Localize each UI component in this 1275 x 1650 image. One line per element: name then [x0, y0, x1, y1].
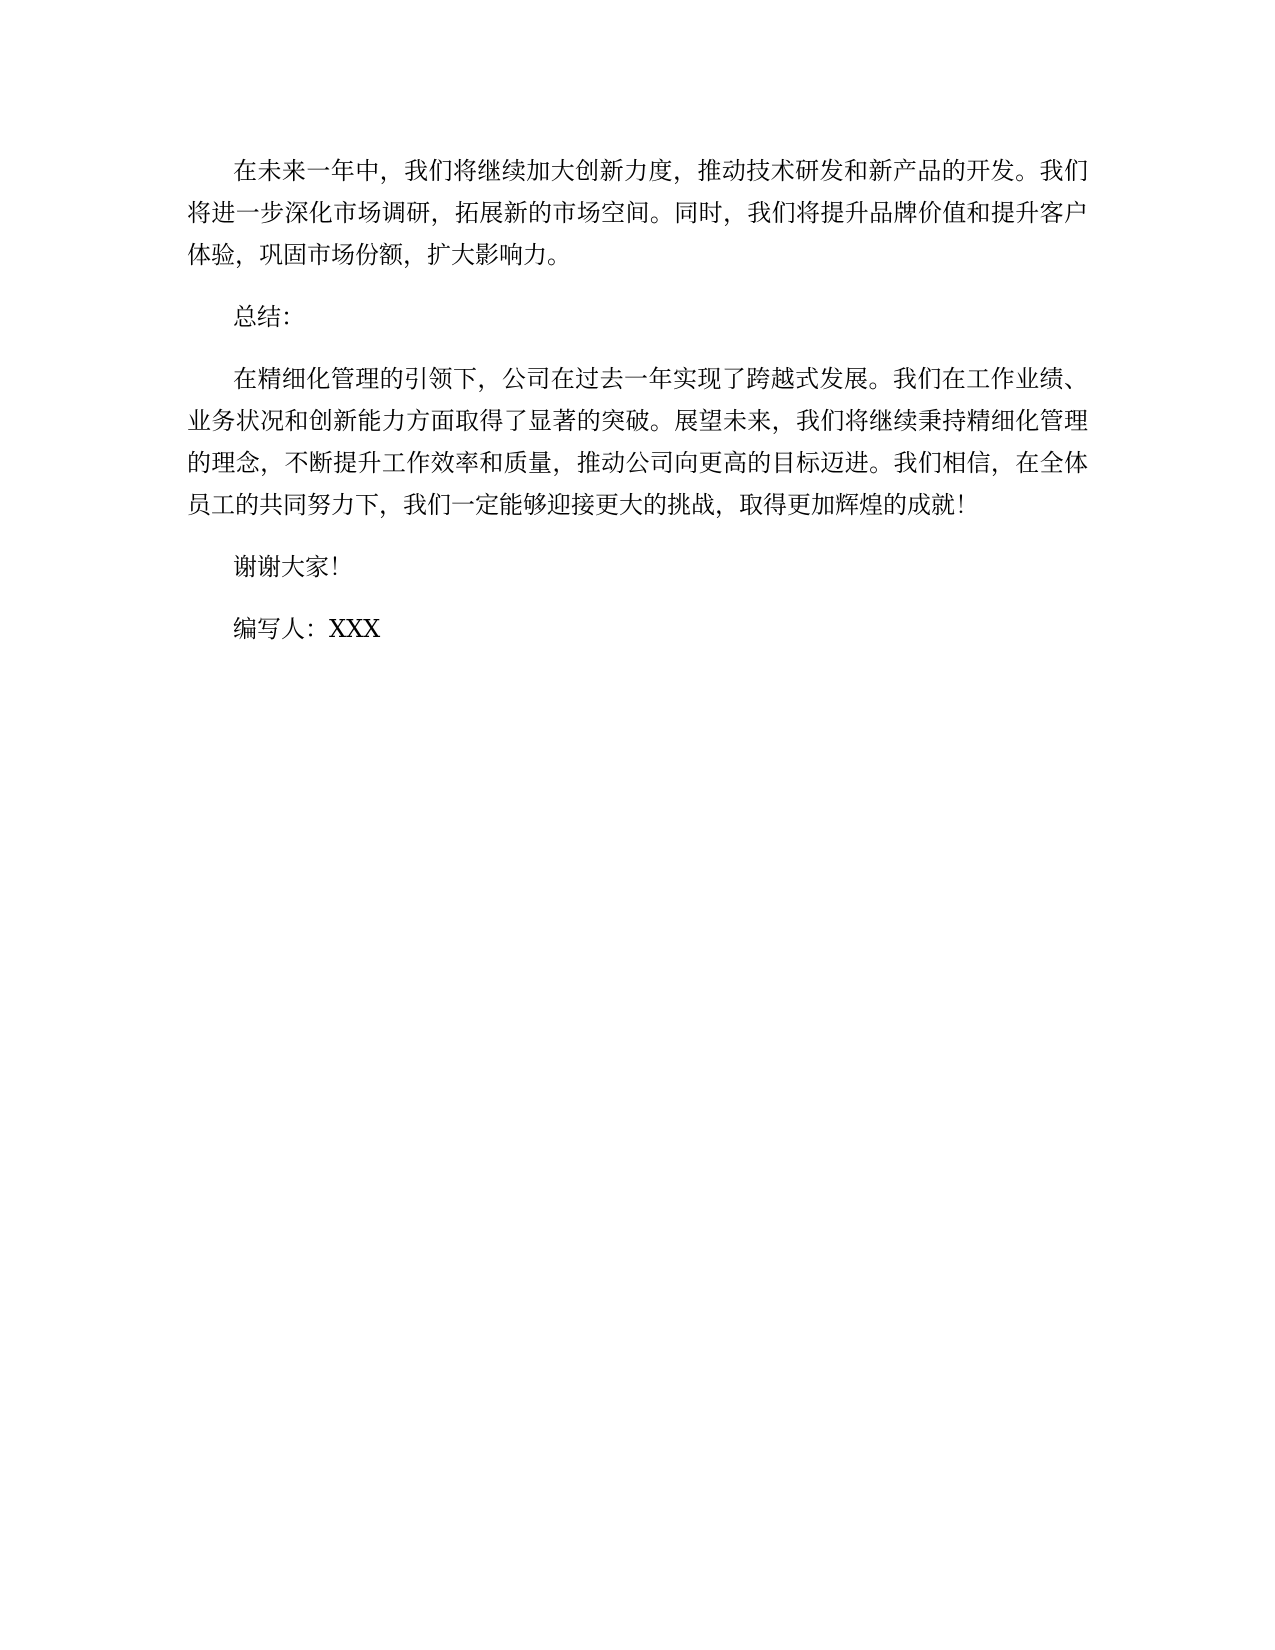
future-plan-paragraph: 在未来一年中，我们将继续加大创新力度，推动技术研发和新产品的开发。我们将进一步深化市场调研，拓展新的市场空间。同时，我们将提升品牌价值和提升客户体验，巩固市场份额，扩大影响力。 — [187, 157, 1088, 269]
document-body — [187, 150, 1088, 670]
summary-heading: 总结： — [233, 303, 305, 331]
author-line: 编写人：XXX — [233, 615, 381, 643]
summary-paragraph: 在精细化管理的引领下，公司在过去一年实现了跨越式发展。我们在工作业绩、业务状况和创新能力方面取得了显著的突破。展望未来，我们将继续秉持精细化管理的理念，不断提升工作效率和质量，推动公司向更高的目标迈进。我们相信，在全体员工的共同努力下，我们一定能够迎接更大的挑战，取得更加辉煌的成就！ — [187, 365, 1088, 519]
thanks-line: 谢谢大家！ — [233, 553, 353, 581]
